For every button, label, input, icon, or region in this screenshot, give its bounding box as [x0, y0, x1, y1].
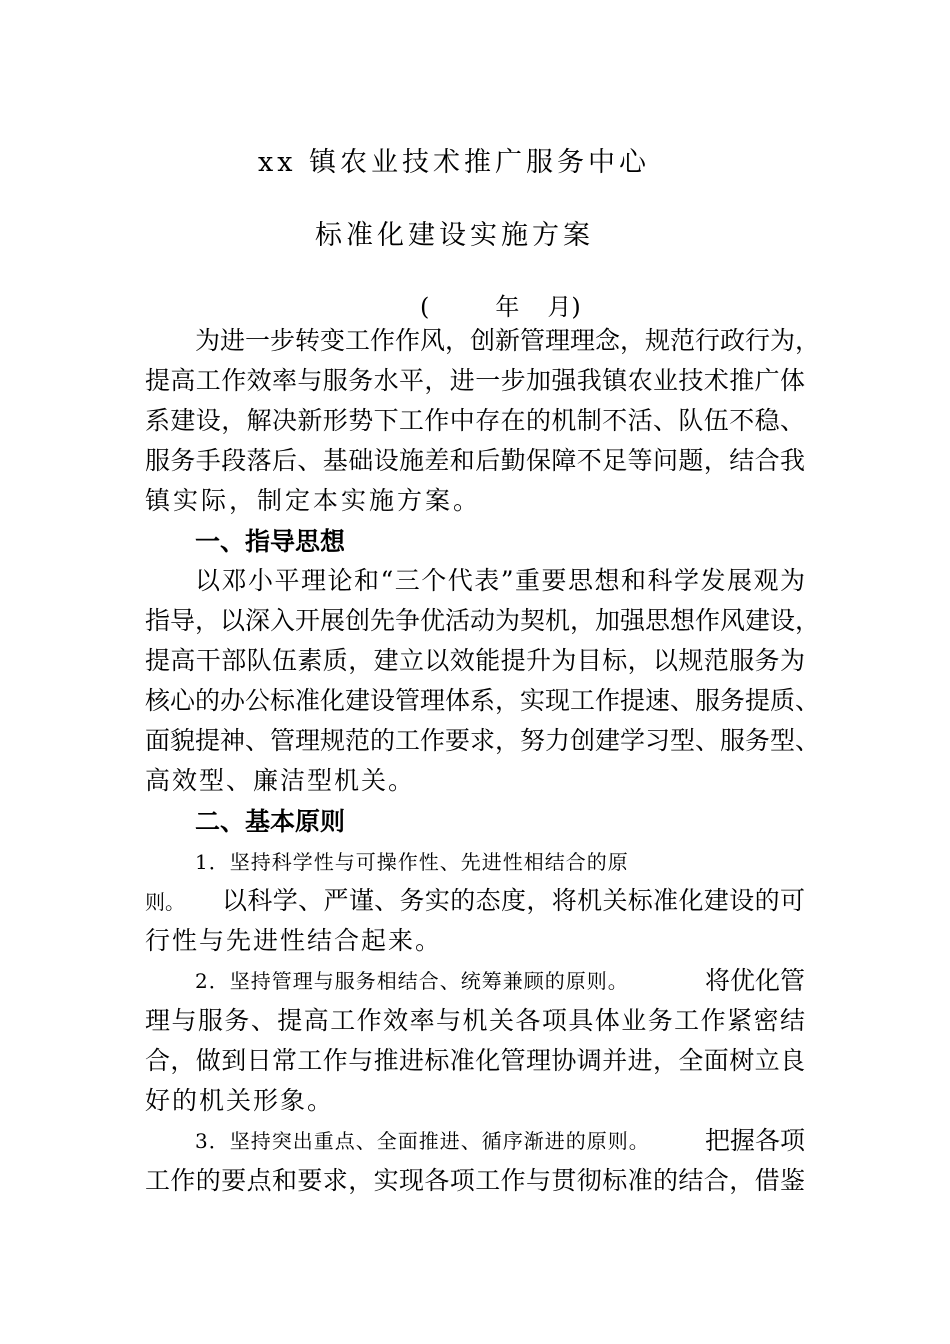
principle2-text-c: 合，做到日常工作与推进标准化管理协调并进，全面树立良 — [145, 1046, 805, 1075]
date-year: 年 — [495, 293, 520, 321]
date-open-paren: ( — [420, 293, 430, 321]
intro-line-5: 镇实际，制定本实施方案。 — [145, 486, 482, 515]
document-title-line2: 标准化建设实施方案 — [315, 220, 594, 251]
document-title-line1: xx 镇农业技术推广服务中心 — [258, 147, 651, 178]
section1-line-2: 指导，以深入开展创先争优活动为契机，加强思想作风建设， — [145, 606, 821, 635]
section1-line-5: 面貌提神、管理规范的工作要求，努力创建学习型、服务型、 — [145, 726, 821, 755]
principle1-label-cont: 则。 — [145, 890, 185, 914]
principle2-text-d: 好的机关形象。 — [145, 1086, 335, 1115]
principle2-text-a: 将优化管 — [705, 966, 806, 995]
principle1-label: 1．坚持科学性与可操作性、先进性相结合的原 — [195, 850, 629, 874]
principle3-text-a: 把握各项 — [705, 1126, 806, 1155]
section1-line-1: 以邓小平理论和“三个代表”重要思想和科学发展观为 — [195, 566, 805, 595]
section1-heading: 一、指导思想 — [195, 527, 346, 556]
section1-line-6: 高效型、廉洁型机关。 — [145, 766, 416, 795]
date-line — [420, 287, 581, 322]
principle2-label: 2．坚持管理与服务相结合、统筹兼顾的原则。 — [195, 969, 629, 993]
principle3-label: 3．坚持突出重点、全面推进、循序渐进的原则。 — [195, 1129, 650, 1153]
principle3-text-b: 工作的要点和要求，实现各项工作与贯彻标准的结合，借鉴 — [145, 1166, 805, 1195]
principle1-text-b: 行性与先进性结合起来。 — [145, 926, 443, 955]
intro-line-1: 为进一步转变工作作风，创新管理理念，规范行政行为， — [195, 326, 821, 355]
principle2-text-b: 理与服务、提高工作效率与机关各项具体业务工作紧密结 — [145, 1006, 805, 1035]
intro-line-4: 服务手段落后、基础设施差和后勤保障不足等问题，结合我 — [145, 446, 805, 475]
date-month: 月) — [547, 293, 581, 321]
intro-line-2: 提高工作效率与服务水平，进一步加强我镇农业技术推广体 — [145, 366, 805, 395]
section2-heading: 二、基本原则 — [195, 807, 346, 836]
principle1-text-a: 以科学、严谨、务实的态度，将机关标准化建设的可 — [222, 886, 805, 915]
section1-line-4: 核心的办公标准化建设管理体系，实现工作提速、服务提质、 — [145, 686, 821, 715]
section1-line-3: 提高干部队伍素质，建立以效能提升为目标，以规范服务为 — [145, 646, 805, 675]
intro-line-3: 系建设，解决新形势下工作中存在的机制不活、队伍不稳、 — [145, 406, 805, 435]
